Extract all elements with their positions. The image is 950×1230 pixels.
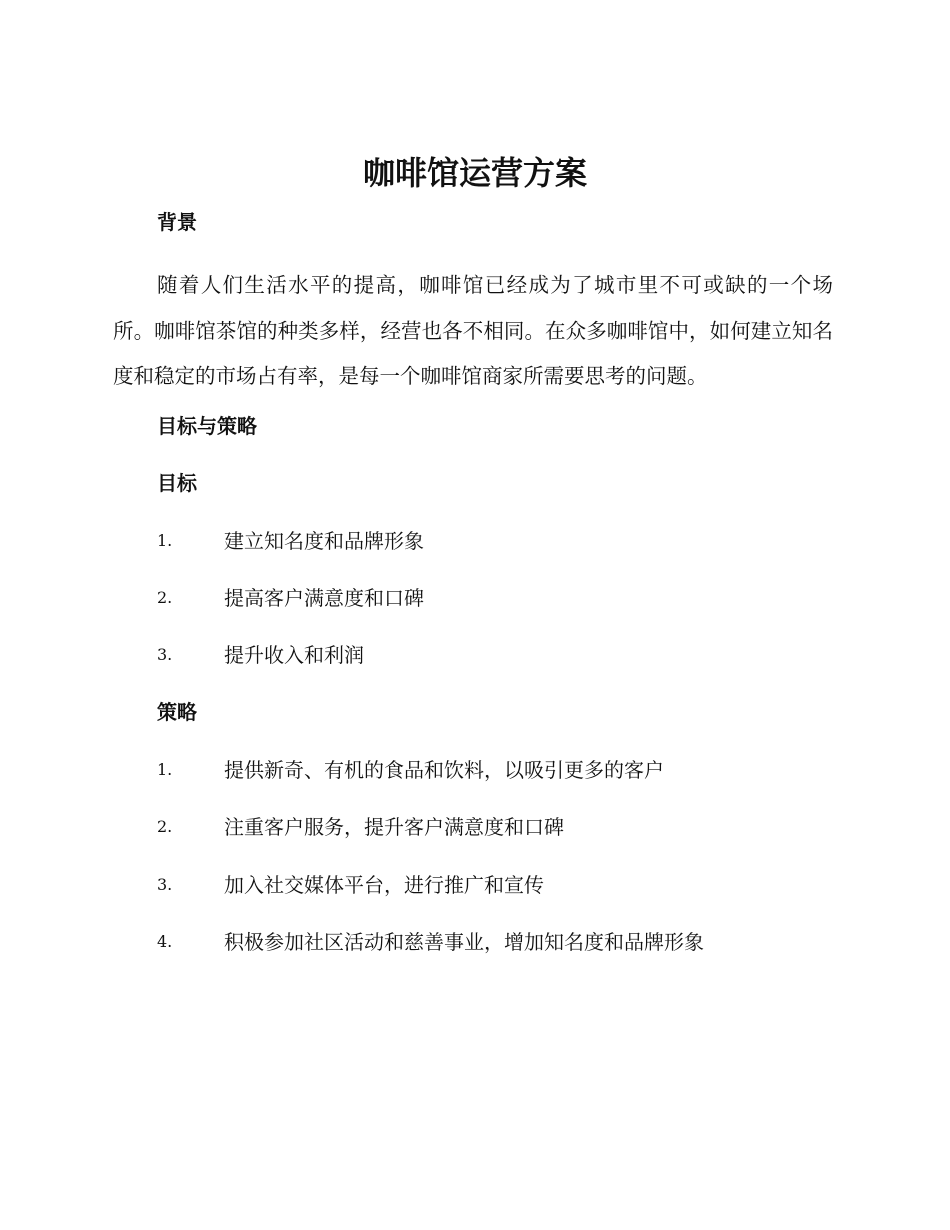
list-number: 2.: [157, 588, 173, 607]
list-text: 加入社交媒体平台，进行推广和宣传: [224, 873, 544, 897]
list-text: 提供新奇、有机的食品和饮料，以吸引更多的客户: [224, 758, 664, 782]
list-number: 1.: [157, 760, 173, 779]
document-title: 咖啡馆运营方案: [362, 154, 587, 192]
background-paragraph: 随着人们生活水平的提高，咖啡馆已经成为了城市里不可或缺的一个场所。咖啡馆茶馆的种类多样，经营也各不相同。在众多咖啡馆中，如何建立知名度和稳定的市场占有率，是每一个咖啡馆商家所需要思考的问题。: [113, 273, 833, 388]
section-heading-goals: 目标: [157, 471, 197, 495]
list-text: 积极参加社区活动和慈善事业，增加知名度和品牌形象: [224, 930, 704, 954]
section-heading-goals-strategies: 目标与策略: [157, 414, 257, 438]
list-number: 2.: [157, 817, 173, 836]
list-number: 3.: [157, 645, 173, 664]
section-heading-strategies: 策略: [157, 700, 197, 724]
list-text: 注重客户服务，提升客户满意度和口碑: [224, 815, 564, 839]
list-number: 3.: [157, 875, 173, 894]
list-text: 提升收入和利润: [224, 643, 364, 667]
list-number: 1.: [157, 531, 173, 550]
list-text: 建立知名度和品牌形象: [224, 529, 424, 553]
list-number: 4.: [157, 932, 173, 951]
section-heading-background: 背景: [157, 210, 197, 234]
list-text: 提高客户满意度和口碑: [224, 586, 424, 610]
